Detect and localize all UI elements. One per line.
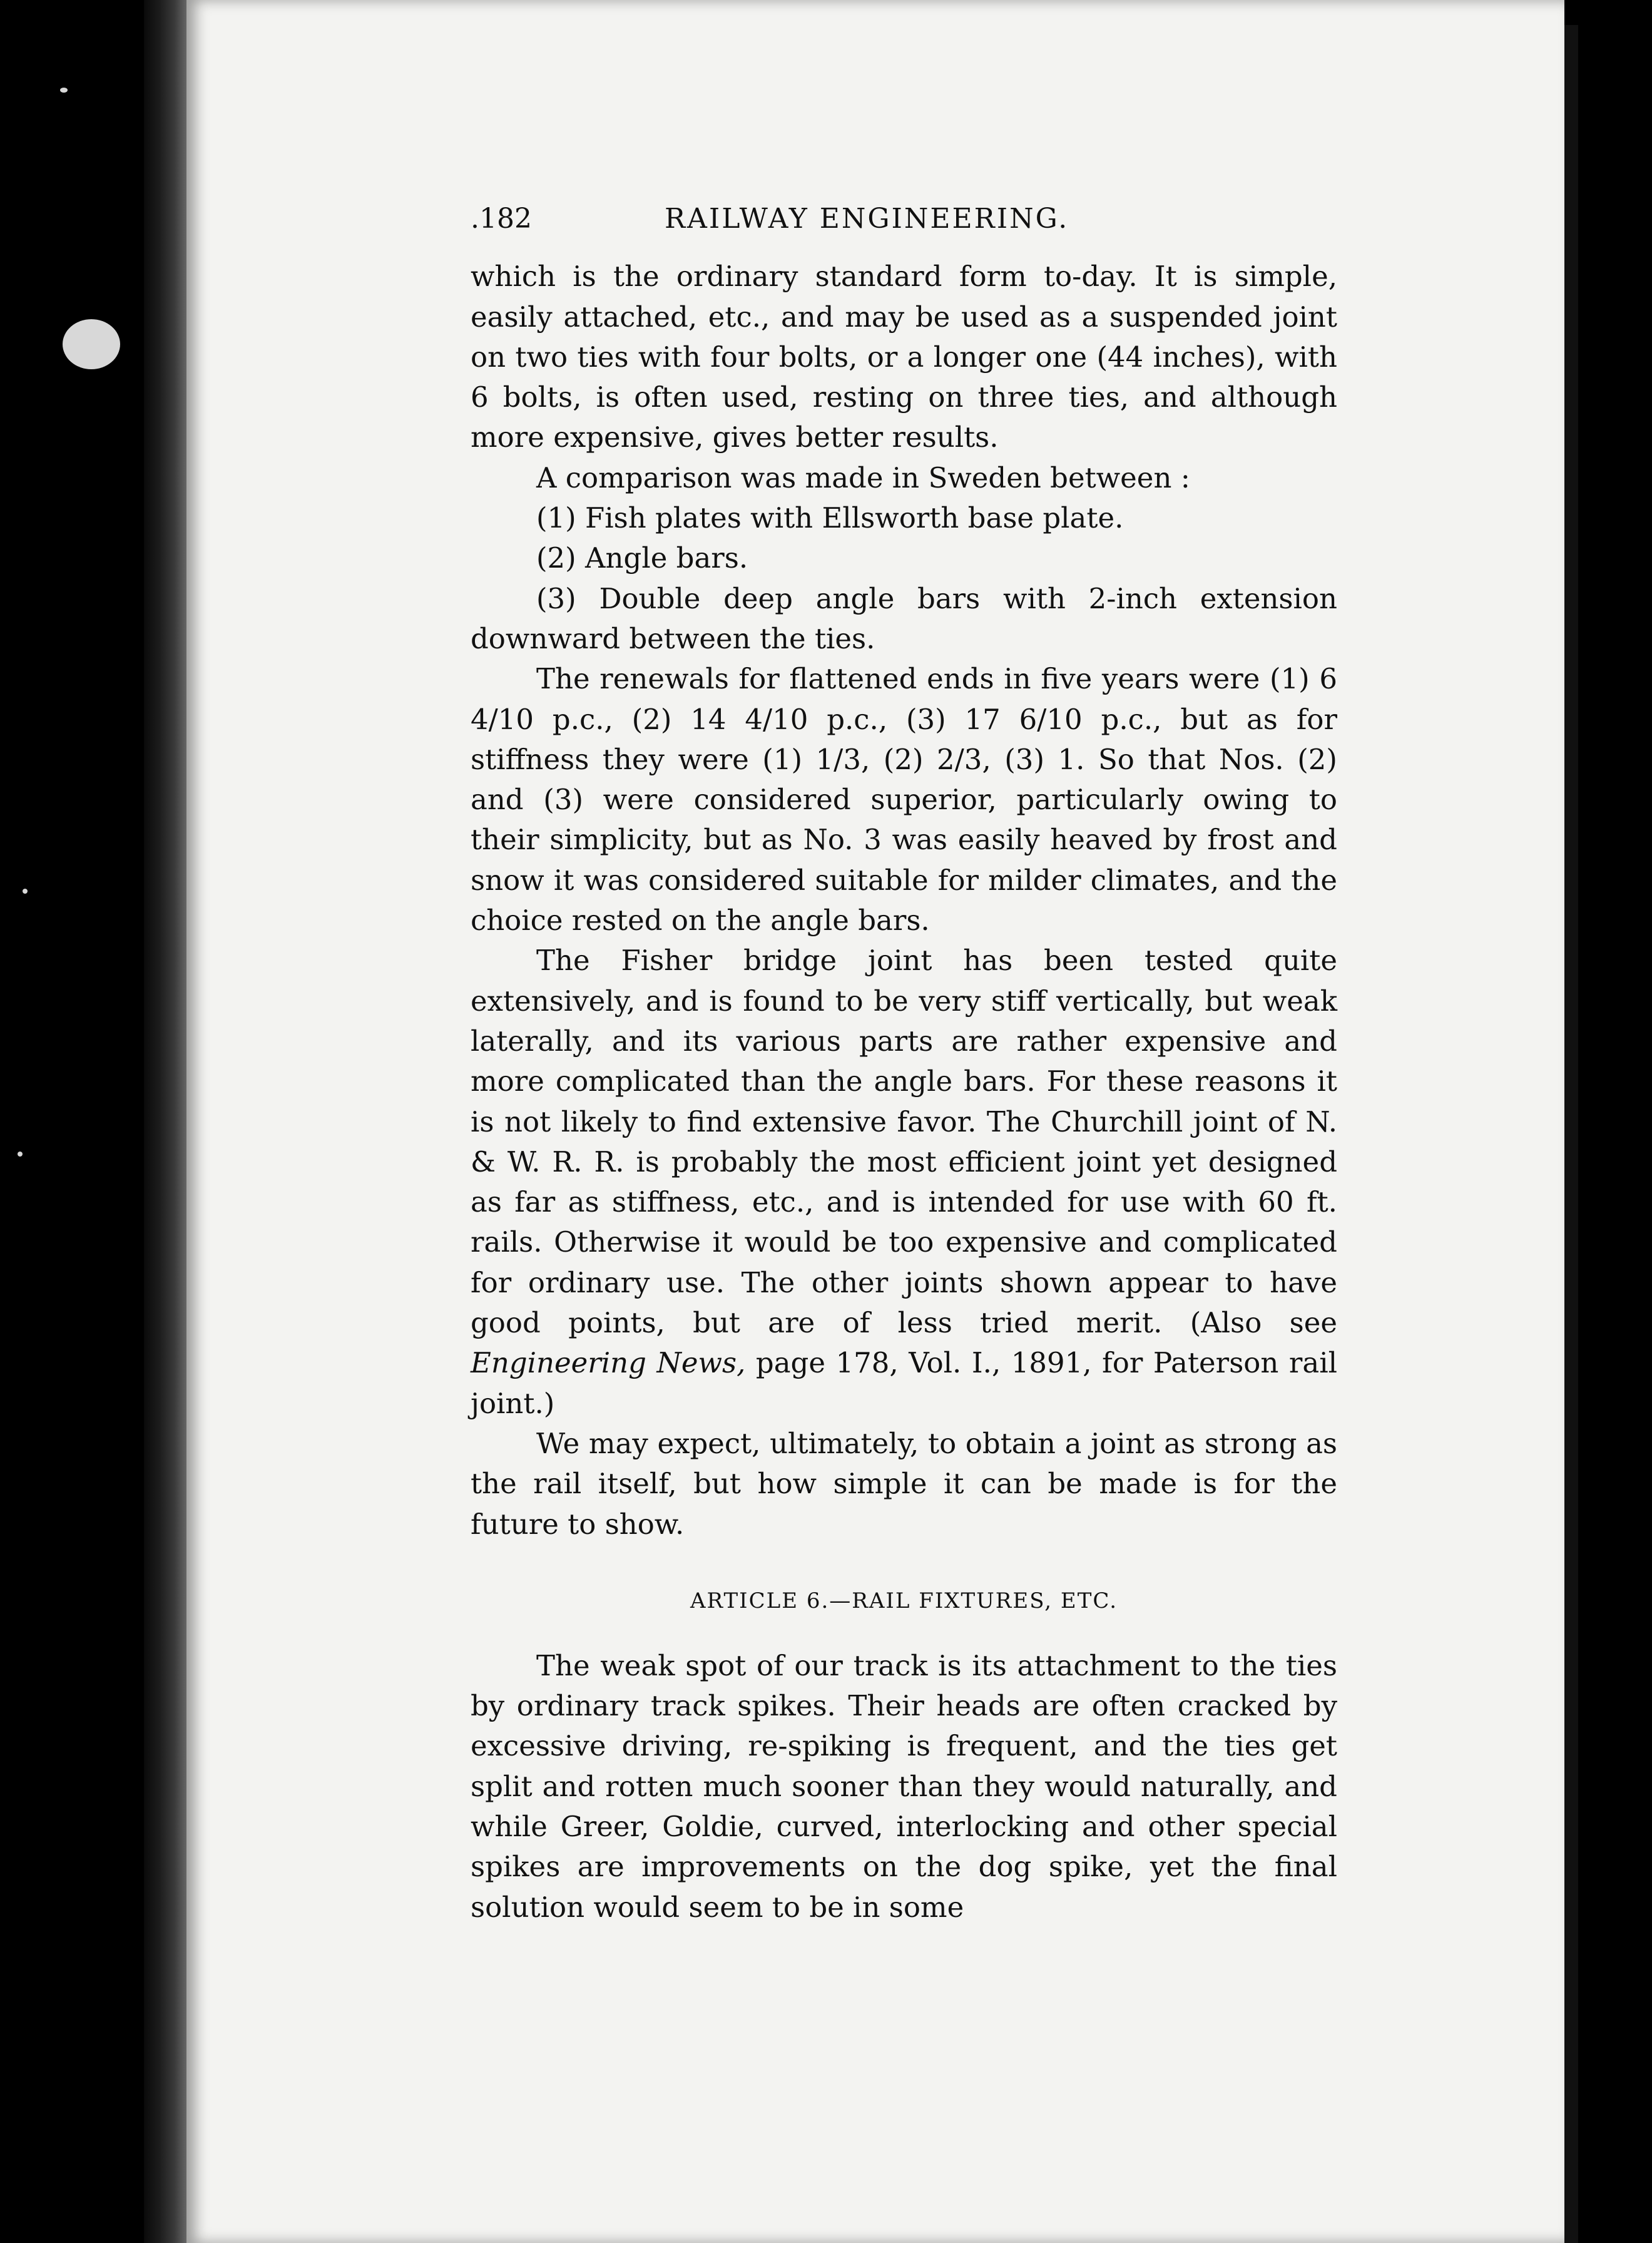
page-text <box>471 199 1337 1928</box>
list-item: (3) Double deep angle bars with 2-inch extension downward between the ties. <box>471 581 1337 655</box>
paragraph-text: The Fisher bridge joint has been tested quite extensively, and is found to be very stiff vertically, but weak laterally, and its various parts are rather expensive and more complicated than the angle bars. For these reasons it is not likely to find extensive favor. The Churchill joint of N. & W. R. R. is probably the most efficient joint yet designed as far as stiffness, etc., and is intended for use with 60 ft. rails. Otherwise it would be too expensive and complicated for ordinary use. The other joints shown appear to have good points, but are of less tried merit. (Also see <box>471 944 1337 1340</box>
publication-title: Engineering News, <box>471 1346 746 1380</box>
scan-speck <box>63 319 120 369</box>
book-binding-gutter <box>144 0 188 2243</box>
running-head <box>471 199 1337 239</box>
next-page-edge <box>1564 25 1578 2243</box>
paragraph: We may expect, ultimately, to obtain a joint as strong as the rail itself, but how simple it can be made is for the future to show. <box>471 1426 1337 1541</box>
page-number: .182 <box>471 203 532 235</box>
scan-speck <box>18 1152 23 1157</box>
article-heading: ARTICLE 6.—RAIL FIXTURES, ETC. <box>690 1588 1118 1613</box>
paragraph: which is the ordinary standard form to-day. It is simple, easily attached, etc., and may be used as a suspended joint on two ties with four bolts, or a longer one (44 inches), with 6 bolts, is often used, resting on three ties, and although more expensive, gives better results. <box>471 260 1337 454</box>
scan-speck <box>23 889 28 894</box>
paragraph: A comparison was made in Sweden between : <box>536 461 1190 494</box>
scan-border-right <box>1578 0 1652 2243</box>
running-title: RAILWAY ENGINEERING. <box>665 203 1069 235</box>
scan-speck <box>60 88 68 93</box>
paragraph: The weak spot of our track is its attachment to the ties by ordinary track spikes. Their heads are often cracked by excessive driving, re-spiking is frequent, and the ties get split and rotten much sooner than they would naturally, and while Greer, Goldie, curved, interlocking and other special spikes are improvements on the dog spike, yet the final solution would seem to be in some <box>471 1648 1337 1924</box>
paragraph-text: page 178, Vol. I., 1891, for Paterson rail joint.) <box>471 1346 1337 1420</box>
paragraph <box>471 941 1337 1424</box>
paragraph: The renewals for flattened ends in five years were (1) 6 4/10 p.c., (2) 14 4/10 p.c., (3) 17 6/10 p.c., but as for stiffness they were (1) 1/3, (2) 2/3, (3) 1. So that Nos. (2) and (3) were considered superior, particularly owing to their simplicity, but as No. 3 was easily heaved by frost and snow it was considered suitable for milder climates, and the choice rested on the angle bars. <box>471 662 1337 938</box>
list-item: (1) Fish plates with Ellsworth base plate. <box>536 501 1124 535</box>
list-item: (2) Angle bars. <box>536 541 748 575</box>
